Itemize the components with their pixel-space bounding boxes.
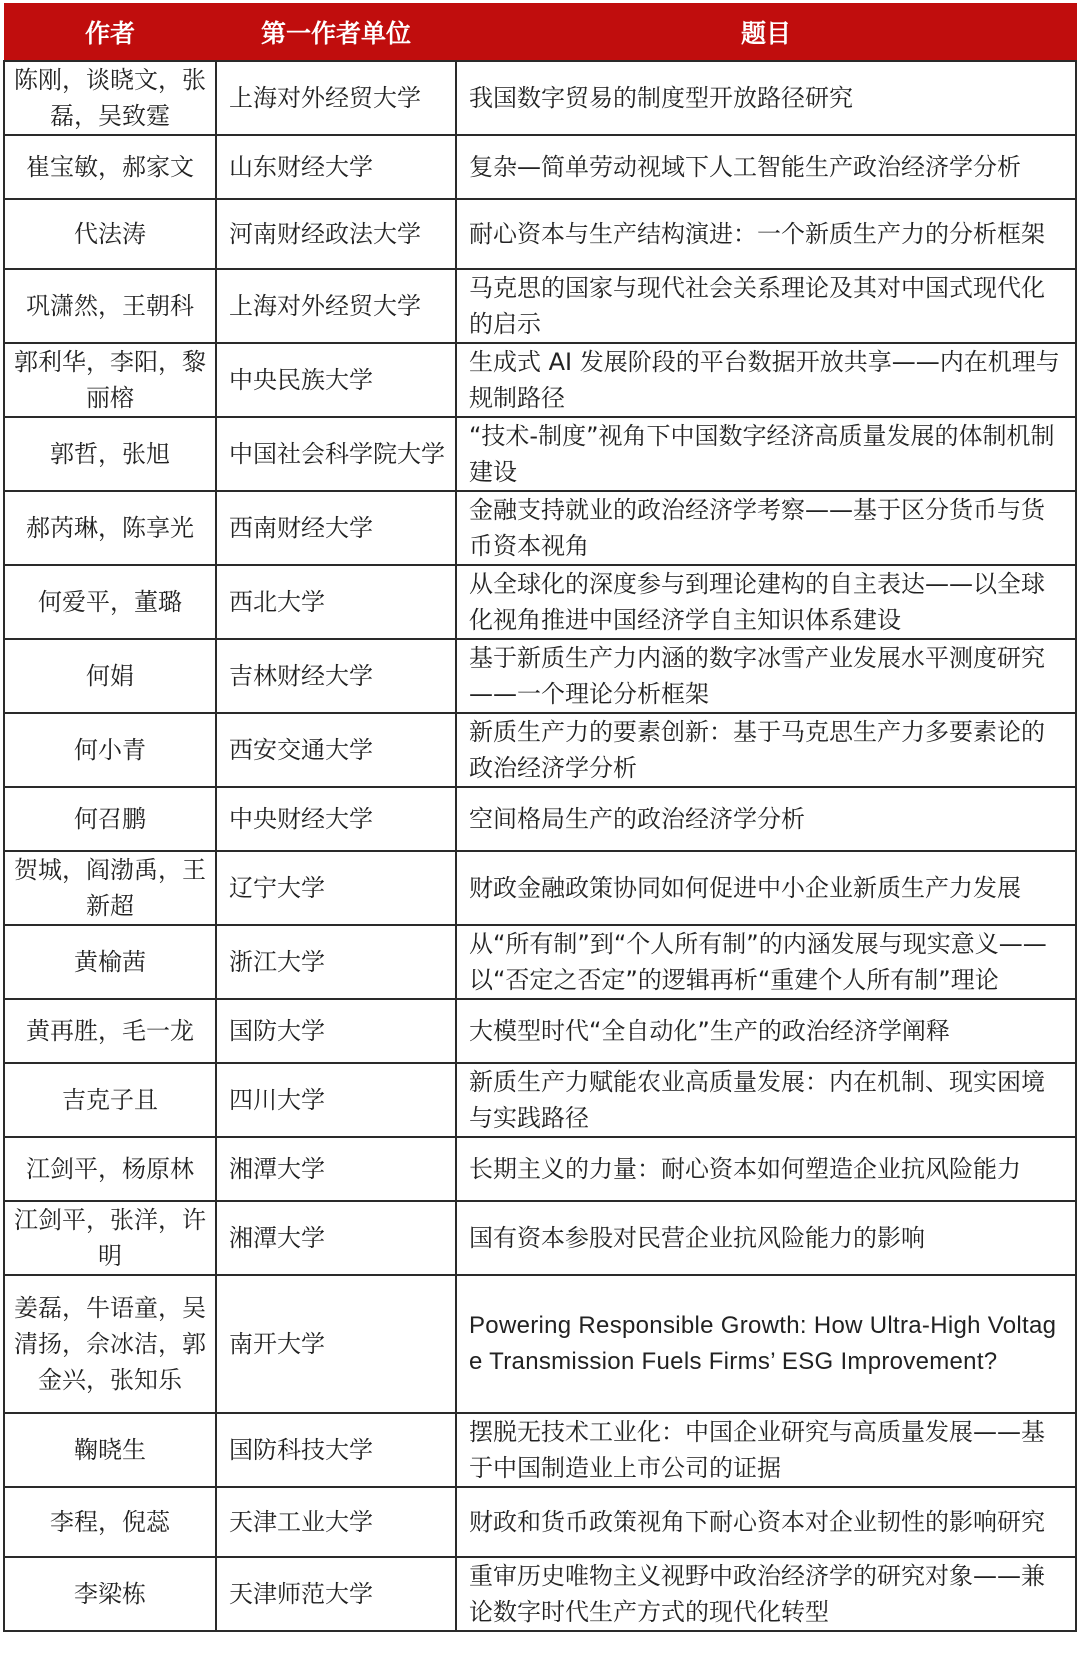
author-cell: 何娟 [4,639,216,713]
unit-cell: 吉林财经大学 [216,639,456,713]
author-cell: 何召鹏 [4,787,216,851]
title-cell: 生成式 AI 发展阶段的平台数据开放共享——内在机理与规制路径 [456,343,1076,417]
table-row [4,1487,1076,1557]
table-row [4,1063,1076,1137]
table-row [4,417,1076,491]
unit-cell: 辽宁大学 [216,851,456,925]
author-cell: 郭利华，李阳，黎丽榕 [4,343,216,417]
author-cell: 鞠晓生 [4,1413,216,1487]
unit-cell: 西南财经大学 [216,491,456,565]
author-cell: 陈刚，谈晓文，张磊，吴致霆 [4,61,216,135]
title-cell: 金融支持就业的政治经济学考察——基于区分货币与货币资本视角 [456,491,1076,565]
table-row [4,1201,1076,1275]
title-cell: Powering Responsible Growth: How Ultra-High Voltage Transmission Fuels Firms’ ESG Improvement? [456,1275,1076,1413]
author-cell: 巩潇然，王朝科 [4,269,216,343]
paper-list-table [3,3,1077,1632]
unit-cell: 天津工业大学 [216,1487,456,1557]
author-cell: 崔宝敏，郝家文 [4,135,216,199]
table-row [4,925,1076,999]
table-row [4,61,1076,135]
unit-cell: 湘潭大学 [216,1137,456,1201]
title-cell: 我国数字贸易的制度型开放路径研究 [456,61,1076,135]
title-cell: 空间格局生产的政治经济学分析 [456,787,1076,851]
author-cell: 江剑平，杨原林 [4,1137,216,1201]
author-cell: 郭哲，张旭 [4,417,216,491]
author-cell: 吉克子且 [4,1063,216,1137]
table-row [4,999,1076,1063]
author-cell: 李程，倪蕊 [4,1487,216,1557]
table-row [4,851,1076,925]
unit-cell: 河南财经政法大学 [216,199,456,269]
title-cell: 马克思的国家与现代社会关系理论及其对中国式现代化的启示 [456,269,1076,343]
title-cell: 从全球化的深度参与到理论建构的自主表达——以全球化视角推进中国经济学自主知识体系建设 [456,565,1076,639]
header-author: 作者 [4,4,216,62]
table-row [4,343,1076,417]
unit-cell: 中央民族大学 [216,343,456,417]
author-cell: 黄榆茜 [4,925,216,999]
title-cell: 财政金融政策协同如何促进中小企业新质生产力发展 [456,851,1076,925]
table-body [4,61,1076,1631]
author-cell: 李梁栋 [4,1557,216,1631]
table-row [4,639,1076,713]
unit-cell: 四川大学 [216,1063,456,1137]
unit-cell: 国防大学 [216,999,456,1063]
title-cell: 新质生产力赋能农业高质量发展：内在机制、现实困境与实践路径 [456,1063,1076,1137]
title-cell: 新质生产力的要素创新：基于马克思生产力多要素论的政治经济学分析 [456,713,1076,787]
title-cell: 财政和货币政策视角下耐心资本对企业韧性的影响研究 [456,1487,1076,1557]
author-cell: 何小青 [4,713,216,787]
unit-cell: 中国社会科学院大学 [216,417,456,491]
title-cell: 复杂—简单劳动视域下人工智能生产政治经济学分析 [456,135,1076,199]
unit-cell: 上海对外经贸大学 [216,61,456,135]
title-cell: 摆脱无技术工业化：中国企业研究与高质量发展——基于中国制造业上市公司的证据 [456,1413,1076,1487]
author-cell: 郝芮琳，陈享光 [4,491,216,565]
table-row [4,1137,1076,1201]
author-cell: 江剑平，张洋，许明 [4,1201,216,1275]
author-cell: 代法涛 [4,199,216,269]
unit-cell: 中央财经大学 [216,787,456,851]
unit-cell: 西安交通大学 [216,713,456,787]
unit-cell: 天津师范大学 [216,1557,456,1631]
title-cell: 国有资本参股对民营企业抗风险能力的影响 [456,1201,1076,1275]
title-cell: 基于新质生产力内涵的数字冰雪产业发展水平测度研究——一个理论分析框架 [456,639,1076,713]
table-row [4,199,1076,269]
title-cell: 耐心资本与生产结构演进：一个新质生产力的分析框架 [456,199,1076,269]
unit-cell: 南开大学 [216,1275,456,1413]
table-row [4,135,1076,199]
table-row [4,269,1076,343]
title-cell: 重审历史唯物主义视野中政治经济学的研究对象——兼论数字时代生产方式的现代化转型 [456,1557,1076,1631]
header-title: 题目 [456,4,1076,62]
table-row [4,1413,1076,1487]
author-cell: 何爱平，董璐 [4,565,216,639]
author-cell: 姜磊，牛语童，吴清扬，佘冰洁，郭金兴，张知乐 [4,1275,216,1413]
table-header-row [4,4,1076,62]
header-unit: 第一作者单位 [216,4,456,62]
table-row [4,565,1076,639]
unit-cell: 湘潭大学 [216,1201,456,1275]
title-cell: “技术-制度”视角下中国数字经济高质量发展的体制机制建设 [456,417,1076,491]
table-row [4,1275,1076,1413]
table-row [4,787,1076,851]
author-cell: 黄再胜，毛一龙 [4,999,216,1063]
unit-cell: 国防科技大学 [216,1413,456,1487]
title-cell: 长期主义的力量：耐心资本如何塑造企业抗风险能力 [456,1137,1076,1201]
table-row [4,491,1076,565]
unit-cell: 山东财经大学 [216,135,456,199]
title-cell: 从“所有制”到“个人所有制”的内涵发展与现实意义——以“否定之否定”的逻辑再析“重建个人所有制”理论 [456,925,1076,999]
unit-cell: 浙江大学 [216,925,456,999]
table-row [4,1557,1076,1631]
unit-cell: 上海对外经贸大学 [216,269,456,343]
author-cell: 贺城，阎渤禹，王新超 [4,851,216,925]
table-row [4,713,1076,787]
unit-cell: 西北大学 [216,565,456,639]
title-cell: 大模型时代“全自动化”生产的政治经济学阐释 [456,999,1076,1063]
